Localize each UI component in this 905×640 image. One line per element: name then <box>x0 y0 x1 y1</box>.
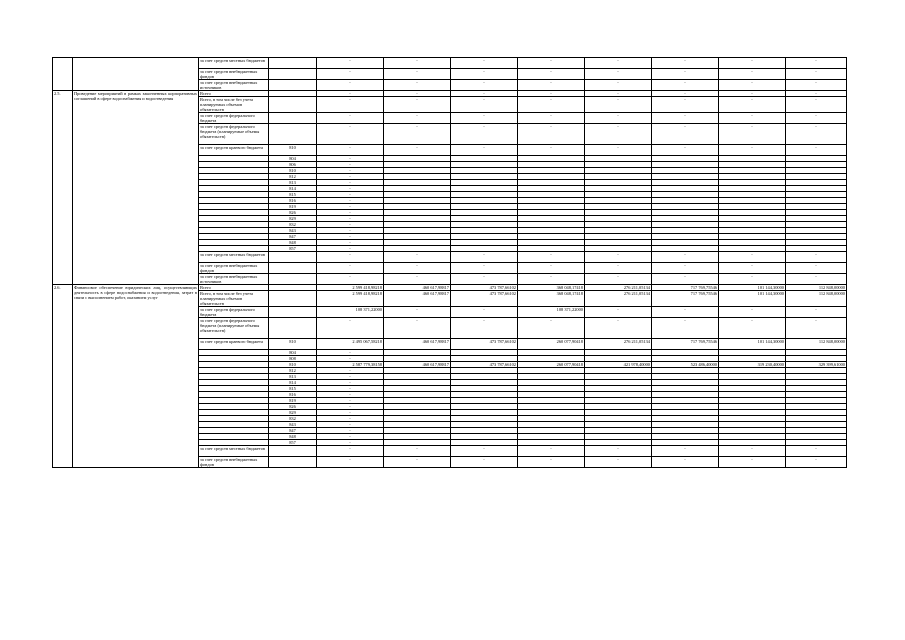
amount-cell: - <box>317 124 384 145</box>
amount-cell: - <box>786 145 847 156</box>
amount-cell: - <box>585 274 652 285</box>
amount-cell: - <box>786 457 847 468</box>
budget-code <box>269 291 317 307</box>
amount-cell: - <box>451 446 518 457</box>
amount-cell: - <box>317 58 384 69</box>
budget-code: 810 <box>269 362 317 368</box>
amount-cell: - <box>317 145 384 156</box>
amount-cell: - <box>384 97 451 113</box>
amount-cell: - <box>652 58 719 69</box>
amount-cell: - <box>451 58 518 69</box>
amount-cell: 717 769,75546 <box>652 291 719 307</box>
amount-cell: - <box>518 58 585 69</box>
budget-code <box>269 97 317 113</box>
amount-cell: - <box>317 156 384 162</box>
amount-cell: - <box>719 457 786 468</box>
amount-cell: - <box>317 252 384 263</box>
amount-cell: 473 787,66102 <box>451 362 518 368</box>
amount-cell: - <box>317 416 384 422</box>
amount-cell: - <box>786 80 847 91</box>
budget-code: 810 <box>269 168 317 174</box>
amount-cell: - <box>585 58 652 69</box>
budget-code: 848 <box>269 240 317 246</box>
budget-code: 826 <box>269 404 317 410</box>
funding-source-label: за счет средств федерального бюджета <box>199 307 269 318</box>
budget-code: 857 <box>269 246 317 252</box>
amount-cell: - <box>518 80 585 91</box>
amount-cell: - <box>652 307 719 318</box>
amount-cell: - <box>451 113 518 124</box>
amount-cell: - <box>317 222 384 228</box>
amount-cell: - <box>652 318 719 339</box>
amount-cell: - <box>317 240 384 246</box>
amount-cell: - <box>317 457 384 468</box>
budget-code <box>269 307 317 318</box>
amount-cell: - <box>451 124 518 145</box>
amount-cell: - <box>786 263 847 274</box>
amount-cell: - <box>317 69 384 80</box>
amount-cell: 473 787,66102 <box>451 285 518 291</box>
amount-cell: - <box>585 145 652 156</box>
amount-cell: - <box>451 80 518 91</box>
amount-cell: - <box>719 318 786 339</box>
amount-cell: 460 617,98817 <box>384 291 451 307</box>
budget-code: 804 <box>269 350 317 356</box>
amount-cell: - <box>719 446 786 457</box>
amount-cell: 101 144,30000 <box>719 285 786 291</box>
section-index: 2.6. <box>53 285 73 468</box>
funding-source-label: Всего, в том числе без учета планируемых объемов обязательств <box>199 97 269 113</box>
amount-cell: - <box>451 145 518 156</box>
amount-cell: - <box>317 380 384 386</box>
amount-cell: 2 495 067,58218 <box>317 339 384 350</box>
amount-cell: - <box>786 446 847 457</box>
amount-cell: - <box>585 457 652 468</box>
amount-cell: - <box>384 252 451 263</box>
amount-cell: - <box>518 69 585 80</box>
amount-cell: 473 787,66102 <box>451 291 518 307</box>
amount-cell: - <box>384 69 451 80</box>
funding-source-label: за счет средств краевого бюджета <box>199 339 269 350</box>
budget-code: 812 <box>269 368 317 374</box>
amount-cell: 276 211,05134 <box>585 285 652 291</box>
amount-cell: - <box>786 274 847 285</box>
amount-cell: 421 978,40000 <box>585 362 652 368</box>
budget-code: 810 <box>269 339 317 350</box>
amount-cell: - <box>719 145 786 156</box>
amount-cell: - <box>585 80 652 91</box>
budget-code: 829 <box>269 410 317 416</box>
funding-source-label: за счет средств внебюджетных источников <box>199 80 269 91</box>
amount-cell: - <box>384 91 451 97</box>
amount-cell: - <box>384 318 451 339</box>
budget-code: 829 <box>269 216 317 222</box>
amount-cell: - <box>786 58 847 69</box>
amount-cell: - <box>317 192 384 198</box>
amount-cell: - <box>317 374 384 380</box>
amount-cell: - <box>317 168 384 174</box>
budget-table <box>52 57 847 468</box>
amount-cell: - <box>451 263 518 274</box>
amount-cell: - <box>719 263 786 274</box>
funding-source-label: за счет средств внебюджетных фондов <box>199 457 269 468</box>
amount-cell: - <box>384 145 451 156</box>
amount-cell: - <box>786 69 847 80</box>
amount-cell: - <box>652 274 719 285</box>
amount-cell: - <box>652 446 719 457</box>
amount-cell: 2 599 418,98218 <box>317 285 384 291</box>
funding-source-label: Всего <box>199 91 269 97</box>
amount-cell: - <box>317 386 384 392</box>
amount-cell: - <box>451 252 518 263</box>
amount-cell: - <box>317 210 384 216</box>
amount-cell: - <box>518 274 585 285</box>
amount-cell: - <box>786 97 847 113</box>
funding-source-label: Всего, в том числе без учета планируемых объемов обязательств <box>199 291 269 307</box>
amount-cell: - <box>652 124 719 145</box>
amount-cell: - <box>384 446 451 457</box>
budget-code: 826 <box>269 210 317 216</box>
amount-cell: - <box>451 91 518 97</box>
amount-cell: - <box>317 428 384 434</box>
amount-cell: - <box>518 252 585 263</box>
funding-source-label: за счет средств внебюджетных фондов <box>199 69 269 80</box>
amount-cell: - <box>518 97 585 113</box>
section-index <box>53 58 73 91</box>
amount-cell: - <box>317 274 384 285</box>
amount-cell: 717 769,75546 <box>652 285 719 291</box>
amount-cell: - <box>384 58 451 69</box>
amount-cell: 368 048,17418 <box>518 285 585 291</box>
section-description: Финансовое обеспечение юридических лиц, осуществляющих деятельность в сфере водоснабжения и водоотведения, затрат в связи с выполнением работ, оказанием услуг <box>73 285 199 468</box>
amount-cell: 101 144,30000 <box>719 291 786 307</box>
funding-source-label: за счет средств федерального бюджета (планируемые объемы обязательств) <box>199 318 269 339</box>
section-index: 2.5. <box>53 91 73 285</box>
amount-cell: - <box>719 91 786 97</box>
funding-source-label: за счет средств местных бюджетов <box>199 446 269 457</box>
amount-cell: - <box>786 124 847 145</box>
amount-cell: - <box>652 97 719 113</box>
amount-cell: 260 077,90418 <box>518 362 585 368</box>
amount-cell: - <box>719 80 786 91</box>
amount-cell: - <box>384 274 451 285</box>
amount-cell: - <box>719 307 786 318</box>
budget-code <box>269 69 317 80</box>
amount-cell: - <box>317 392 384 398</box>
amount-cell: - <box>317 198 384 204</box>
amount-cell: 112 848,00000 <box>786 339 847 350</box>
amount-cell: - <box>585 69 652 80</box>
amount-cell: 473 787,66102 <box>451 339 518 350</box>
amount-cell: - <box>719 97 786 113</box>
table-row <box>53 58 847 69</box>
budget-code: 816 <box>269 198 317 204</box>
amount-cell: - <box>786 307 847 318</box>
budget-code: 832 <box>269 222 317 228</box>
amount-cell: - <box>652 145 719 156</box>
budget-code <box>269 457 317 468</box>
section-description <box>73 58 199 91</box>
amount-cell: - <box>719 252 786 263</box>
amount-cell: - <box>451 318 518 339</box>
amount-cell: 460 617,98817 <box>384 285 451 291</box>
amount-cell: - <box>384 457 451 468</box>
amount-cell: - <box>317 350 384 356</box>
amount-cell: - <box>652 457 719 468</box>
amount-cell: - <box>719 58 786 69</box>
amount-cell: - <box>518 91 585 97</box>
budget-code <box>269 274 317 285</box>
amount-cell: - <box>384 124 451 145</box>
amount-cell: - <box>585 113 652 124</box>
amount-cell: - <box>786 91 847 97</box>
amount-cell: 2 599 418,98218 <box>317 291 384 307</box>
amount-cell: 108 371,22000 <box>518 307 585 318</box>
budget-code: 808 <box>269 356 317 362</box>
budget-code <box>269 113 317 124</box>
amount-cell: 368 048,17418 <box>518 291 585 307</box>
funding-source-label: за счет средств внебюджетных источников <box>199 274 269 285</box>
funding-source-label: за счет средств местных бюджетов <box>199 252 269 263</box>
amount-cell: 2 587 779,38158 <box>317 362 384 368</box>
budget-code: 815 <box>269 192 317 198</box>
amount-cell: 112 848,00000 <box>786 291 847 307</box>
budget-code: 843 <box>269 228 317 234</box>
funding-source-label: за счет средств местных бюджетов <box>199 58 269 69</box>
amount-cell: - <box>719 274 786 285</box>
amount-cell: 319 230,40000 <box>719 362 786 368</box>
amount-cell: - <box>451 274 518 285</box>
budget-code: 847 <box>269 234 317 240</box>
amount-cell: - <box>317 91 384 97</box>
amount-cell: - <box>384 113 451 124</box>
amount-cell: - <box>317 80 384 91</box>
budget-code: 814 <box>269 186 317 192</box>
amount-cell: - <box>317 228 384 234</box>
amount-cell: 717 769,75546 <box>652 339 719 350</box>
amount-cell: - <box>585 263 652 274</box>
amount-cell: - <box>317 186 384 192</box>
amount-cell: - <box>585 124 652 145</box>
amount-cell: 523 486,40000 <box>652 362 719 368</box>
funding-source-label: за счет средств федерального бюджета <box>199 113 269 124</box>
amount-cell: 276 211,05134 <box>585 291 652 307</box>
amount-cell: - <box>518 457 585 468</box>
amount-cell: - <box>317 234 384 240</box>
amount-cell: - <box>652 80 719 91</box>
amount-cell: - <box>317 216 384 222</box>
funding-source-label: за счет средств краевого бюджета <box>199 145 269 156</box>
amount-cell: - <box>384 80 451 91</box>
amount-cell: - <box>652 113 719 124</box>
amount-cell: - <box>317 113 384 124</box>
budget-code: 815 <box>269 386 317 392</box>
amount-cell: 112 848,00000 <box>786 285 847 291</box>
amount-cell: - <box>585 446 652 457</box>
amount-cell: - <box>317 180 384 186</box>
budget-code: 857 <box>269 440 317 446</box>
amount-cell: - <box>384 263 451 274</box>
funding-source-label: за счет средств федерального бюджета (планируемые объемы обязательств) <box>199 124 269 145</box>
budget-code: 847 <box>269 428 317 434</box>
amount-cell: - <box>317 318 384 339</box>
amount-cell: - <box>652 91 719 97</box>
amount-cell: - <box>384 307 451 318</box>
budget-code: 806 <box>269 162 317 168</box>
amount-cell: - <box>786 252 847 263</box>
amount-cell: - <box>786 318 847 339</box>
amount-cell: - <box>317 162 384 168</box>
amount-cell: - <box>518 124 585 145</box>
amount-cell: - <box>451 307 518 318</box>
amount-cell: - <box>317 368 384 374</box>
amount-cell: - <box>317 204 384 210</box>
amount-cell: - <box>317 422 384 428</box>
amount-cell: - <box>317 410 384 416</box>
amount-cell: - <box>652 69 719 80</box>
budget-code <box>269 124 317 145</box>
budget-code: 810 <box>269 145 317 156</box>
budget-code: 804 <box>269 156 317 162</box>
section-description: Проведение мероприятий в рамках законченных корпоративных соглашений в сфере водоснабжения и водоотведения <box>73 91 199 285</box>
amount-cell: 108 371,22000 <box>317 307 384 318</box>
budget-code <box>269 263 317 274</box>
budget-code <box>269 58 317 69</box>
amount-cell: - <box>317 174 384 180</box>
budget-code: 813 <box>269 374 317 380</box>
amount-cell: - <box>317 398 384 404</box>
budget-code: 819 <box>269 398 317 404</box>
budget-code <box>269 318 317 339</box>
amount-cell: - <box>518 145 585 156</box>
amount-cell: 101 144,30000 <box>719 339 786 350</box>
amount-cell: - <box>317 434 384 440</box>
amount-cell: - <box>518 446 585 457</box>
amount-cell: 276 211,05134 <box>585 339 652 350</box>
budget-code: 843 <box>269 422 317 428</box>
budget-code: 812 <box>269 174 317 180</box>
amount-cell: 260 077,90418 <box>518 339 585 350</box>
budget-code: 848 <box>269 434 317 440</box>
budget-code: 819 <box>269 204 317 210</box>
amount-cell: - <box>451 97 518 113</box>
amount-cell: - <box>719 124 786 145</box>
amount-cell: - <box>585 97 652 113</box>
amount-cell: 460 617,98817 <box>384 339 451 350</box>
amount-cell: - <box>585 91 652 97</box>
amount-cell: - <box>786 113 847 124</box>
budget-code: 813 <box>269 180 317 186</box>
amount-cell: - <box>317 446 384 457</box>
amount-cell: - <box>317 356 384 362</box>
budget-code: 832 <box>269 416 317 422</box>
amount-cell: - <box>585 318 652 339</box>
amount-cell: - <box>317 97 384 113</box>
amount-cell: - <box>585 252 652 263</box>
amount-cell: - <box>585 307 652 318</box>
amount-cell: - <box>317 246 384 252</box>
amount-cell: - <box>518 113 585 124</box>
budget-code: 814 <box>269 380 317 386</box>
amount-cell: - <box>317 404 384 410</box>
funding-source-label: Всего <box>199 285 269 291</box>
amount-cell: - <box>317 263 384 274</box>
amount-cell: 460 617,98817 <box>384 362 451 368</box>
amount-cell: - <box>719 113 786 124</box>
amount-cell: - <box>451 457 518 468</box>
amount-cell: - <box>518 263 585 274</box>
budget-code <box>269 80 317 91</box>
budget-code <box>269 252 317 263</box>
amount-cell: - <box>317 440 384 446</box>
budget-code: 816 <box>269 392 317 398</box>
amount-cell: 329 399,61000 <box>786 362 847 368</box>
amount-cell: - <box>719 69 786 80</box>
amount-cell: - <box>451 69 518 80</box>
amount-cell: - <box>518 318 585 339</box>
funding-source-label: за счет средств внебюджетных фондов <box>199 263 269 274</box>
amount-cell: - <box>652 252 719 263</box>
budget-code <box>269 446 317 457</box>
amount-cell: - <box>652 263 719 274</box>
